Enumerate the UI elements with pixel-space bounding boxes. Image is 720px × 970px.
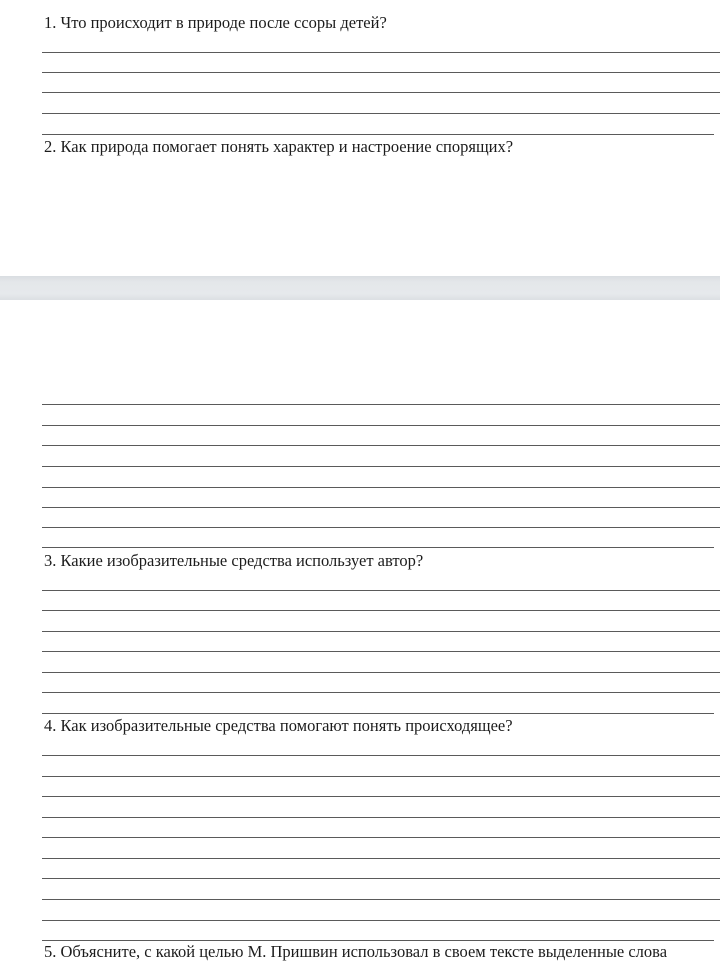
answer-line	[42, 755, 720, 756]
answer-line	[42, 92, 720, 93]
answer-line	[42, 487, 720, 488]
answer-line	[42, 547, 714, 548]
answer-line	[42, 590, 720, 591]
answer-line	[42, 920, 720, 921]
answer-line	[42, 631, 720, 632]
answer-line	[42, 425, 720, 426]
answer-line	[42, 72, 720, 73]
answer-line	[42, 527, 720, 528]
answer-line	[42, 52, 720, 53]
worksheet-page-2	[0, 300, 720, 970]
answer-line	[42, 776, 720, 777]
answer-line	[42, 899, 720, 900]
answer-line	[42, 507, 720, 508]
question-5: 5. Объясните, с какой целью М. Пришвин использовал в своем тексте выделенные слова	[44, 942, 668, 961]
answer-line	[42, 837, 720, 838]
worksheet-page-1	[0, 0, 720, 276]
question-2: 2. Как природа помогает понять характер и настроение спорящих?	[44, 137, 514, 156]
answer-line	[42, 672, 720, 673]
answer-line	[42, 404, 720, 405]
page-separator	[0, 276, 720, 300]
answer-line	[42, 713, 714, 714]
question-1: 1. Что происходит в природе после ссоры детей?	[44, 13, 387, 32]
answer-line	[42, 610, 720, 611]
answer-line	[42, 651, 720, 652]
question-4: 4. Как изобразительные средства помогают понять происходящее?	[44, 716, 513, 735]
answer-line	[42, 113, 720, 114]
answer-line	[42, 940, 714, 941]
answer-line	[42, 817, 720, 818]
answer-line	[42, 796, 720, 797]
answer-line	[42, 466, 720, 467]
answer-line	[42, 134, 714, 135]
answer-line	[42, 878, 720, 879]
answer-line	[42, 858, 720, 859]
question-3: 3. Какие изобразительные средства использует автор?	[44, 551, 424, 570]
answer-line	[42, 692, 720, 693]
answer-line	[42, 445, 720, 446]
